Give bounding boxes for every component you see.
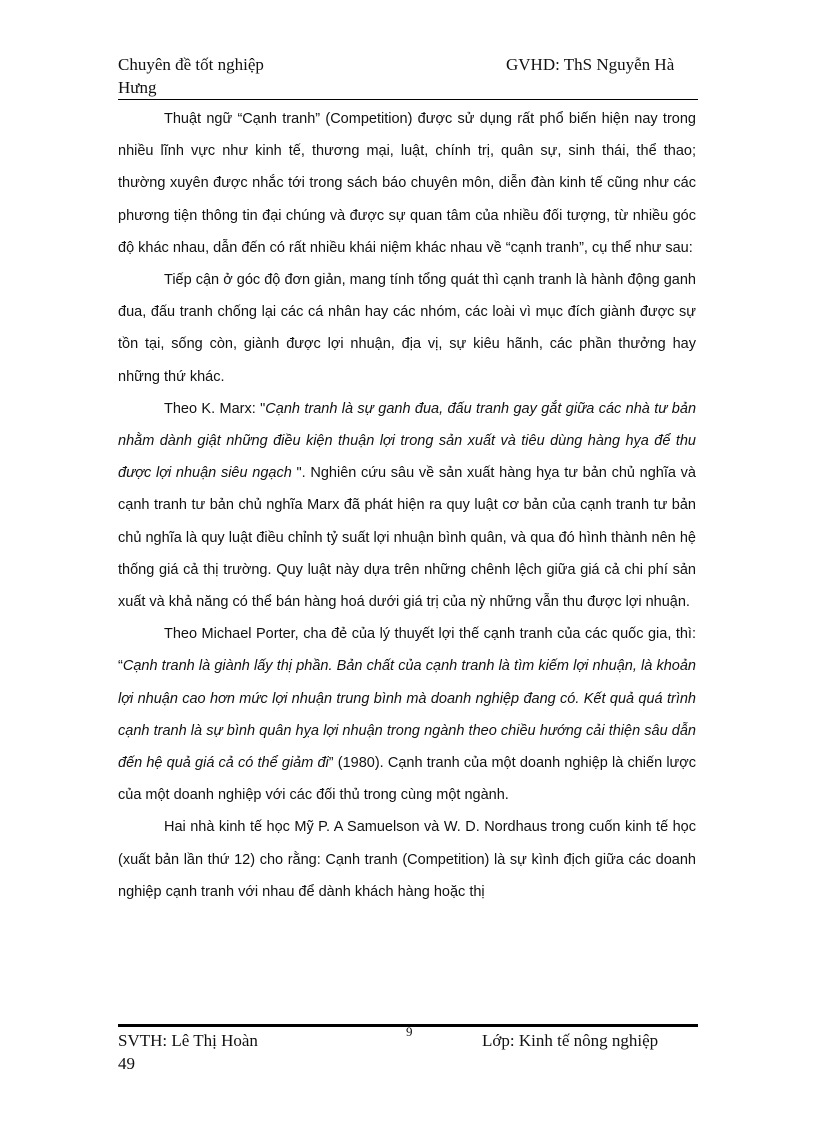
header-title: Chuyên đề tốt nghiệp <box>118 55 264 74</box>
paragraph-4-rest: ” (1980). Cạnh tranh của một doanh nghiệp là chiến lược của một doanh nghiệp với các đối thủ trong cùng một ngành. <box>118 755 697 804</box>
header-left <box>118 53 318 99</box>
paragraph-4-lead: Theo Michael Porter, cha đẻ của lý thuyết lợi thế cạnh tranh của các quốc gia, thì: “ <box>118 626 696 675</box>
paragraph-3 <box>118 393 696 618</box>
footer-student: SVTH: Lê Thị Hoàn <box>118 1031 258 1050</box>
header-advisor: GVHD: ThS Nguyễn Hà <box>506 55 675 74</box>
paragraph-2: Tiếp cận ở góc độ đơn giản, mang tính tổng quát thì cạnh tranh là hành động ganh đua, đấu tranh chống lại các cá nhân hay các nhóm, các loài vì mục đích giành được sự tồn tại, sống còn, giành được lợi nhuận, địa vị, sự kiêu hãnh, các phần thưởng hay những thứ khác. <box>118 272 696 385</box>
paragraph-5: Hai nhà kinh tế học Mỹ P. A Samuelson và W. D. Nordhaus trong cuốn kinh tế học (xuất bản lần thứ 12) cho rằng: Cạnh tranh (Competition) là sự kình địch giữa các doanh nghiệp cạnh tranh với nhau để dành khách hàng hoặc thị <box>118 819 696 900</box>
footer-class: Lớp: Kinh tế nông nghiệp <box>482 1031 659 1050</box>
footer-student-cont: 49 <box>118 1054 135 1073</box>
porter-quote: Cạnh tranh là giành lấy thị phần. Bản chất của cạnh tranh là tìm kiếm lợi nhuận, là khoản lợi nhuận cao hơn mức lợi nhuận trung bình mà doanh nghiệp đang có. Kết quả quá trình cạnh tranh là sự bình quân hỵa lợi nhuận trong ngành theo chiều hướng cải thiện sâu dẫn đến hệ quả giá cả có thể giảm đi <box>118 658 696 772</box>
header-title-cont: Hưng <box>118 78 157 97</box>
paragraph-3-rest: ". Nghiên cứu sâu về sản xuất hàng hỵa tư bản chủ nghĩa và cạnh tranh tư bản chủ nghĩa Marx đã phát hiện ra quy luật cơ bản của cạnh tranh tư bản chủ nghĩa là quy luật điều chỉnh tỷ suất lợi nhuận bình quân, và qua đó hình thành nên hệ thống giá cả thị trường. Quy luật này dựa trên những chênh lệch giữa giá cả chi phí sản xuất và khả năng có thể bán hàng hoá dưới giá trị của nỳ những vẫn thu được lợi nhuận. <box>118 465 696 611</box>
marx-quote: Cạnh tranh là sự ganh đua, đấu tranh gay gắt giữa các nhà tư bản nhằm dành giật những điều kiện thuận lợi trong sản xuất và tiêu dùng hàng hỵa để thu được lợi nhuận siêu ngạch <box>118 400 697 482</box>
paragraph-4 <box>118 618 696 811</box>
paragraph-3-lead: Theo K. Marx: " <box>164 400 266 417</box>
paragraph-1: Thuật ngữ “Cạnh tranh” (Competition) được sử dụng rất phổ biến hiện nay trong nhiều lĩnh vực như kinh tế, thương mại, luật, chính trị, quân sự, sinh thái, thể thao; thường xuyên được nhắc tới trong sách báo chuyên môn, diễn đàn kinh tế cũng như các phương tiện thông tin đại chúng và được sự quan tâm của nhiều đối tượng, từ nhiều góc độ khác nhau, dẫn đến có rất nhiều khái niệm khác nhau về “cạnh tranh”, cụ thể như sau: <box>118 111 696 256</box>
page-number: 9 <box>406 1024 413 1039</box>
header-divider <box>118 99 698 100</box>
document-body <box>118 103 696 908</box>
